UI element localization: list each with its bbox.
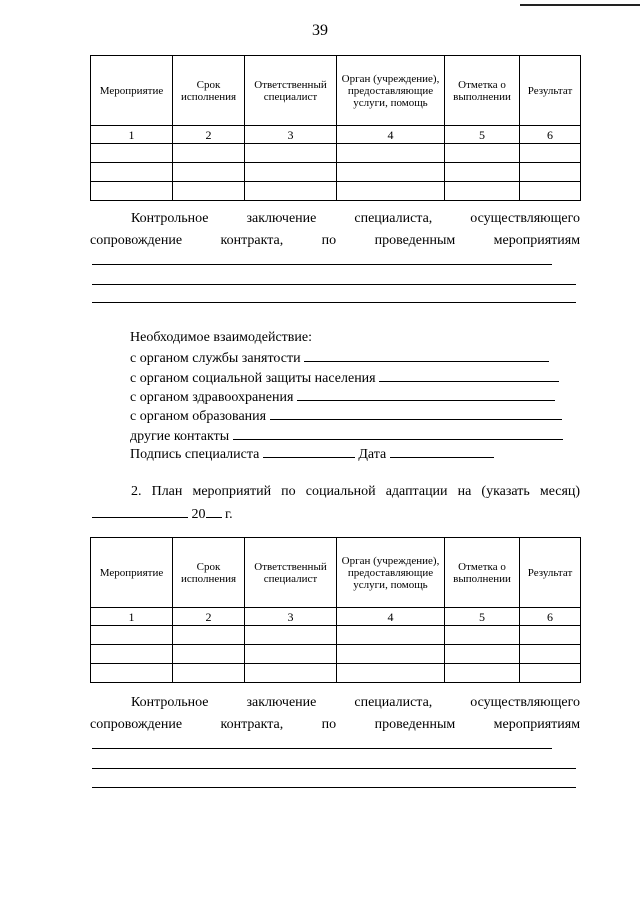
conclusion-blank-line[interactable]: [92, 768, 576, 769]
table-header-row: [91, 56, 581, 126]
table-number-row: [91, 126, 581, 144]
section2-month-line: 20 г.: [92, 503, 233, 524]
social-blank[interactable]: [379, 367, 559, 382]
education-blank[interactable]: [270, 405, 562, 420]
header-responsible: Ответственный специалист: [245, 538, 337, 608]
conclusion-line-2: сопровождение контракта, по проведенным мероприятиям: [90, 233, 581, 248]
conclusion-blank-line[interactable]: [92, 787, 576, 788]
col-number: 2: [173, 126, 245, 144]
table-row: [91, 626, 581, 645]
conclusion-blank-line[interactable]: [92, 748, 552, 749]
col-number: 5: [445, 608, 520, 626]
col-number: 3: [245, 608, 337, 626]
plan-table-1: [90, 55, 581, 201]
health-blank[interactable]: [297, 386, 555, 401]
conclusion-blank-line[interactable]: [92, 302, 576, 303]
conclusion-line-1: Контрольное заключение специалиста, осуществляющего: [131, 211, 581, 226]
header-responsible: Ответственный специалист: [245, 56, 337, 126]
col-number: 4: [337, 126, 445, 144]
employment-blank[interactable]: [304, 347, 549, 362]
table-row: [91, 144, 581, 163]
table-row: [91, 182, 581, 201]
col-number: 5: [445, 126, 520, 144]
header-event: Мероприятие: [91, 56, 173, 126]
col-number: 3: [245, 126, 337, 144]
header-deadline: Срок исполнения: [173, 538, 245, 608]
header-completion-mark: Отметка о выполнении: [445, 56, 520, 126]
conclusion-line-2: сопровождение контракта, по проведенным мероприятиям: [90, 717, 581, 732]
table-number-row: [91, 608, 581, 626]
interaction-social: с органом социальной защиты населения: [130, 367, 559, 388]
top-rule: [520, 4, 640, 6]
plan-table-2: [90, 537, 581, 683]
col-number: 6: [520, 608, 581, 626]
page-number: 39: [312, 22, 328, 39]
other-blank[interactable]: [233, 425, 563, 440]
col-number: 2: [173, 608, 245, 626]
table-header-row: [91, 538, 581, 608]
header-agency: Орган (учреждение), предоставляющие услуги, помощь: [337, 538, 445, 608]
interaction-employment: с органом службы занятости: [130, 347, 549, 368]
date-blank[interactable]: [390, 443, 494, 458]
month-blank[interactable]: [92, 503, 188, 518]
col-number: 1: [91, 126, 173, 144]
header-event: Мероприятие: [91, 538, 173, 608]
interaction-education: с органом образования: [130, 405, 562, 426]
header-completion-mark: Отметка о выполнении: [445, 538, 520, 608]
table-row: [91, 645, 581, 664]
interaction-title: Необходимое взаимодействие:: [130, 330, 313, 345]
table-row: [91, 163, 581, 182]
conclusion-blank-line[interactable]: [92, 284, 576, 285]
col-number: 4: [337, 608, 445, 626]
col-number: 6: [520, 126, 581, 144]
header-result: Результат: [520, 538, 581, 608]
header-result: Результат: [520, 56, 581, 126]
section2-title: 2. План мероприятий по социальной адаптации на (указать месяц): [131, 484, 581, 499]
header-agency: Орган (учреждение), предоставляющие услуги, помощь: [337, 56, 445, 126]
interaction-other: другие контакты: [130, 425, 563, 446]
interaction-health: с органом здравоохранения: [130, 386, 555, 407]
header-deadline: Срок исполнения: [173, 56, 245, 126]
conclusion-blank-line[interactable]: [92, 264, 552, 265]
year-blank[interactable]: [206, 503, 222, 518]
conclusion-line-1: Контрольное заключение специалиста, осуществляющего: [131, 695, 581, 710]
table-row: [91, 664, 581, 683]
signature-blank[interactable]: [263, 443, 355, 458]
signature-row: Подпись специалиста Дата: [130, 443, 494, 464]
col-number: 1: [91, 608, 173, 626]
